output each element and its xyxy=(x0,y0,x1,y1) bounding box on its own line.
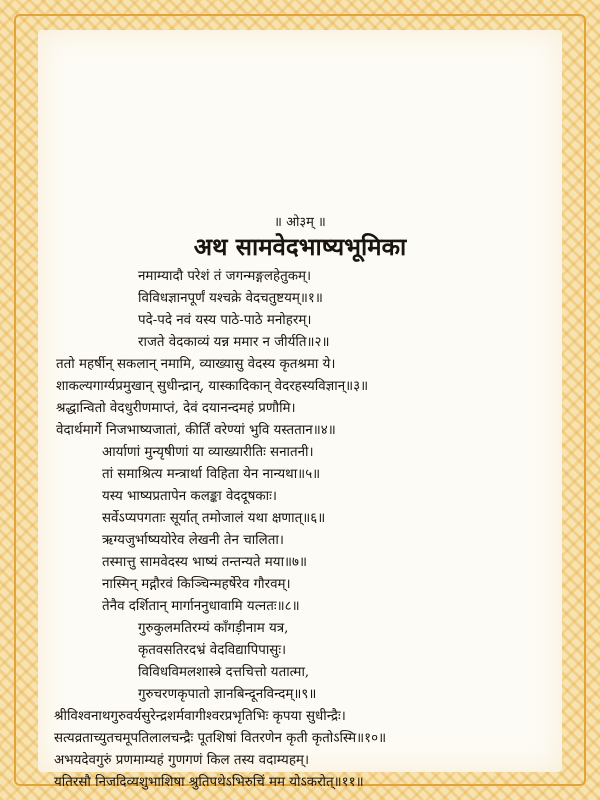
verse-line: शाकल्यगार्ग्यप्रमुखान् सुधीन्द्रान्, यास्कादिकान् वेदरहस्यविज्ञान्॥३॥ xyxy=(56,379,369,394)
verse-line: नमाम्यादौ परेशं तं जगन्मङ्गलहेतुकम्। xyxy=(138,269,312,284)
text-panel xyxy=(38,30,562,790)
verse-line: तेनैव दर्शितान् मार्गाननुधावामि यत्नतः॥८॥ xyxy=(102,599,300,614)
verse-line: अभयदेवगुरुं प्रणमाम्यहं गुणगणं किल तस्य वदाम्यहम्। xyxy=(54,753,310,768)
verse-line: श्रीविश्वनाथगुरुवर्यसुरेन्द्रशर्मवागीश्वरप्रभृतिभिः कृपया सुधीन्द्रैः। xyxy=(54,709,346,724)
verse-line: राजते वेदकाव्यं यन्न ममार न जीर्यति॥२॥ xyxy=(138,335,330,350)
verse-line: ऋग्यजुर्भाष्ययोरेव लेखनी तेन चालिता। xyxy=(102,533,284,548)
verse-line: गुरुचरणकृपातो ज्ञानबिन्दूनविन्दम्॥९॥ xyxy=(138,687,317,702)
verse-line: तां समाश्रित्य मन्त्रार्था विहिता येन नान्यथा॥५॥ xyxy=(102,467,321,482)
verse-line: नास्मिन् मद्गौरवं किञ्चिन्महर्षेरेव गौरवम्। xyxy=(102,577,291,592)
page-heading: अथ सामवेदभाष्यभूमिका xyxy=(193,232,407,261)
verse-line: विविधज्ञानपूर्णं यश्चक्रे वेदचतुष्टयम्॥१॥ xyxy=(138,291,323,306)
page-content xyxy=(38,212,562,794)
om-invocation: ॥ ओ३म् ॥ xyxy=(274,215,326,230)
verse-line: वेदार्थमार्गे निजभाष्यजातां, कीर्तिं वरेण्यां भुवि यस्ततान॥४॥ xyxy=(56,423,336,438)
verse-line: तस्मात्तु सामवेदस्य भाष्यं तन्तन्यते मया॥७॥ xyxy=(102,555,308,570)
verse-line: कृतवसतिरदभ्रं वेदविद्यापिपासुः। xyxy=(138,643,287,658)
verse-line: ततो महर्षीन् सकलान् नमामि, व्याख्यासु वेदस्य कृतश्रमा ये। xyxy=(56,357,336,372)
verse-line: श्रद्धान्वितो वेदधुरीणमाप्तं, देवं दयानन्दमहं प्रणौमि। xyxy=(56,401,296,416)
verse-line: गुरुकुलमतिरम्यं काँगड़ीनाम यत्र, xyxy=(138,621,289,636)
verse-line: विविधविमलशास्त्रे दत्तचित्तो यतात्मा, xyxy=(138,665,310,680)
verse-line: सर्वेऽप्यपगताः सूर्यात् तमोजालं यथा क्षणात्॥६॥ xyxy=(102,511,326,526)
verse-line: यस्य भाष्यप्रतापेन कलङ्का वेददूषकाः। xyxy=(102,489,277,504)
verse-block xyxy=(38,266,562,794)
verse-line: सत्यव्रताच्युतचमूपतिलालचन्द्रैः पूतशिषां वितरणेन कृती कृतोऽस्मि॥१०॥ xyxy=(54,731,387,746)
verse-line: पदे-पदे नवं यस्य पाठे-पाठे मनोहरम्। xyxy=(138,313,312,328)
verse-line: आर्याणां मुन्यृषीणां या व्याख्यारीतिः सनातनी। xyxy=(102,445,314,460)
verse-line: यतिरसौ निजदिव्यशुभाशिषा श्रुतिपथेऽभिरुचिं मम योऽकरोत्॥११॥ xyxy=(54,775,364,790)
